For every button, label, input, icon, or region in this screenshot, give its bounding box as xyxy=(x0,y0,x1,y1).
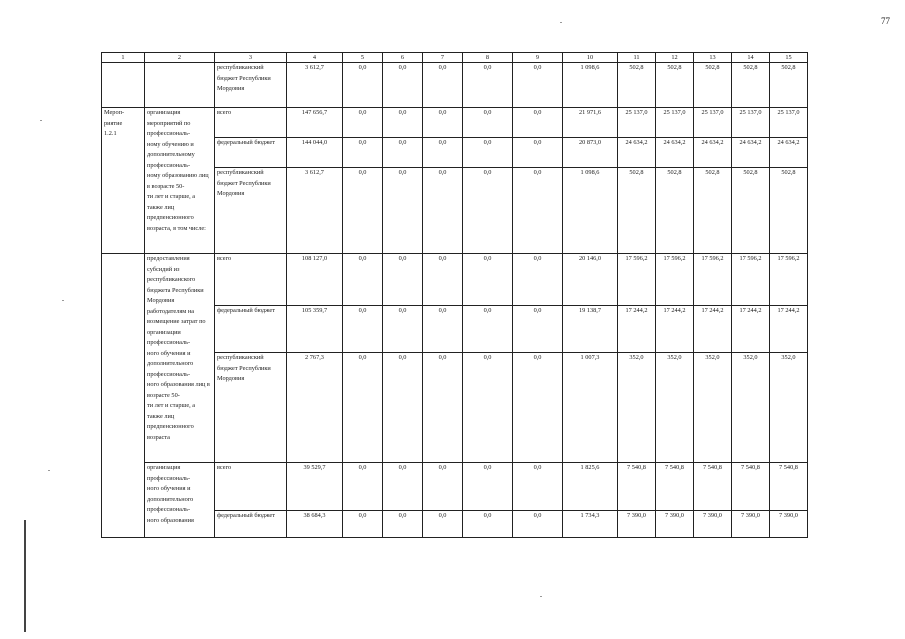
table-row xyxy=(102,108,808,138)
measure-code-cell xyxy=(102,254,145,538)
amount-cell: 0,0 xyxy=(513,254,563,306)
amount-cell: 502,8 xyxy=(770,63,808,108)
amount-cell: 21 971,6 xyxy=(563,108,618,138)
amount-cell: 0,0 xyxy=(383,353,423,463)
column-header: 13 xyxy=(694,53,732,63)
amount-cell: 17 244,2 xyxy=(656,306,694,353)
subsidy-title: предоставления субсидий из республиканского бюджета Республики Мордовия работодателям на возмещение затрат по организации профессиональ- ного обучения и дополнительного профессиональ- ного образования лиц в возрасте 50- ти лет и старше, а также лиц предпенсионного возраста xyxy=(145,254,215,463)
amount-cell: 0,0 xyxy=(383,168,423,254)
amount-cell: 0,0 xyxy=(463,63,513,108)
amount-cell: 0,0 xyxy=(463,511,513,538)
amount-cell: 24 634,2 xyxy=(770,138,808,168)
column-header: 5 xyxy=(343,53,383,63)
amount-cell: 0,0 xyxy=(343,254,383,306)
amount-cell: 502,8 xyxy=(694,168,732,254)
amount-cell: 0,0 xyxy=(343,353,383,463)
amount-cell: 0,0 xyxy=(513,353,563,463)
amount-cell: 0,0 xyxy=(423,306,463,353)
column-header: 9 xyxy=(513,53,563,63)
amount-cell: 25 137,0 xyxy=(732,108,770,138)
funding-source: всего xyxy=(215,108,287,138)
amount-cell: 147 656,7 xyxy=(287,108,343,138)
amount-cell: 3 612,7 xyxy=(287,63,343,108)
amount-cell: 7 540,8 xyxy=(770,463,808,511)
amount-cell: 20 873,0 xyxy=(563,138,618,168)
amount-cell: 25 137,0 xyxy=(656,108,694,138)
amount-cell: 0,0 xyxy=(343,168,383,254)
amount-cell: 502,8 xyxy=(732,63,770,108)
amount-cell: 0,0 xyxy=(383,306,423,353)
column-header: 8 xyxy=(463,53,513,63)
column-header: 6 xyxy=(383,53,423,63)
amount-cell: 25 137,0 xyxy=(694,108,732,138)
amount-cell: 502,8 xyxy=(656,63,694,108)
column-header: 11 xyxy=(618,53,656,63)
amount-cell: 0,0 xyxy=(343,463,383,511)
column-header: 7 xyxy=(423,53,463,63)
amount-cell: 0,0 xyxy=(513,306,563,353)
amount-cell: 0,0 xyxy=(343,511,383,538)
amount-cell: 0,0 xyxy=(423,463,463,511)
amount-cell: 0,0 xyxy=(383,108,423,138)
measure-code-cell xyxy=(102,63,145,108)
amount-cell: 2 767,3 xyxy=(287,353,343,463)
amount-cell: 0,0 xyxy=(343,108,383,138)
training-title: организация профессиональ- ного обучения и дополнительного профессиональ- ного образования xyxy=(145,463,215,538)
amount-cell: 7 390,0 xyxy=(694,511,732,538)
funding-source: республиканский бюджет Республики Мордовия xyxy=(215,168,287,254)
budget-table xyxy=(101,52,808,538)
column-header: 14 xyxy=(732,53,770,63)
amount-cell: 502,8 xyxy=(618,63,656,108)
page-number: 77 xyxy=(881,16,890,26)
amount-cell: 0,0 xyxy=(513,511,563,538)
amount-cell: 25 137,0 xyxy=(770,108,808,138)
amount-cell: 38 684,3 xyxy=(287,511,343,538)
amount-cell: 0,0 xyxy=(343,138,383,168)
table-header-row xyxy=(102,53,808,63)
amount-cell: 19 138,7 xyxy=(563,306,618,353)
funding-source: федеральный бюджет xyxy=(215,511,287,538)
column-header: 15 xyxy=(770,53,808,63)
scan-speck xyxy=(560,22,562,23)
amount-cell: 502,8 xyxy=(732,168,770,254)
amount-cell: 39 529,7 xyxy=(287,463,343,511)
funding-source: республиканский бюджет Республики Мордовия xyxy=(215,63,287,108)
amount-cell: 0,0 xyxy=(383,254,423,306)
amount-cell: 0,0 xyxy=(513,463,563,511)
amount-cell: 24 634,2 xyxy=(656,138,694,168)
amount-cell: 7 390,0 xyxy=(618,511,656,538)
amount-cell: 0,0 xyxy=(513,63,563,108)
amount-cell: 0,0 xyxy=(463,353,513,463)
scan-speck xyxy=(40,120,42,121)
amount-cell: 7 540,8 xyxy=(656,463,694,511)
amount-cell: 0,0 xyxy=(423,108,463,138)
amount-cell: 1 825,6 xyxy=(563,463,618,511)
amount-cell: 0,0 xyxy=(343,63,383,108)
amount-cell: 24 634,2 xyxy=(694,138,732,168)
amount-cell: 1 098,6 xyxy=(563,168,618,254)
amount-cell: 0,0 xyxy=(463,306,513,353)
amount-cell: 0,0 xyxy=(423,168,463,254)
amount-cell: 502,8 xyxy=(694,63,732,108)
scan-speck xyxy=(540,596,542,597)
amount-cell: 0,0 xyxy=(383,63,423,108)
amount-cell: 352,0 xyxy=(732,353,770,463)
amount-cell: 352,0 xyxy=(770,353,808,463)
amount-cell: 105 359,7 xyxy=(287,306,343,353)
amount-cell: 7 390,0 xyxy=(656,511,694,538)
amount-cell: 0,0 xyxy=(383,138,423,168)
amount-cell: 20 146,0 xyxy=(563,254,618,306)
amount-cell: 352,0 xyxy=(656,353,694,463)
amount-cell: 24 634,2 xyxy=(732,138,770,168)
amount-cell: 0,0 xyxy=(423,511,463,538)
amount-cell: 0,0 xyxy=(463,254,513,306)
amount-cell: 352,0 xyxy=(618,353,656,463)
funding-source: всего xyxy=(215,254,287,306)
amount-cell: 17 596,2 xyxy=(618,254,656,306)
column-header: 3 xyxy=(215,53,287,63)
measure-code: Мероп- риятие 1.2.1 xyxy=(102,108,145,254)
table-row xyxy=(102,463,808,511)
amount-cell: 7 540,8 xyxy=(732,463,770,511)
amount-cell: 17 244,2 xyxy=(770,306,808,353)
amount-cell: 0,0 xyxy=(383,463,423,511)
margin-rule xyxy=(24,520,26,632)
column-header: 12 xyxy=(656,53,694,63)
amount-cell: 352,0 xyxy=(694,353,732,463)
column-header: 2 xyxy=(145,53,215,63)
amount-cell: 0,0 xyxy=(423,254,463,306)
table-row xyxy=(102,63,808,108)
amount-cell: 502,8 xyxy=(618,168,656,254)
amount-cell: 7 390,0 xyxy=(770,511,808,538)
table-row xyxy=(102,254,808,306)
amount-cell: 17 596,2 xyxy=(770,254,808,306)
scan-speck xyxy=(48,470,50,471)
amount-cell: 1 007,3 xyxy=(563,353,618,463)
amount-cell: 0,0 xyxy=(343,306,383,353)
amount-cell: 0,0 xyxy=(513,168,563,254)
measure-title: организация мероприятий по профессиональ- ному обучению и дополнительному профессиональ- ному образованию лиц в возрасте 50- ти лет и старше, а также лиц предпенсионного возраста, в том числе: xyxy=(145,108,215,254)
amount-cell: 0,0 xyxy=(463,108,513,138)
amount-cell: 3 612,7 xyxy=(287,168,343,254)
amount-cell: 0,0 xyxy=(513,108,563,138)
amount-cell: 502,8 xyxy=(656,168,694,254)
scan-speck xyxy=(62,300,64,301)
column-header: 4 xyxy=(287,53,343,63)
amount-cell: 144 044,0 xyxy=(287,138,343,168)
amount-cell: 0,0 xyxy=(513,138,563,168)
funding-source: всего xyxy=(215,463,287,511)
amount-cell: 17 244,2 xyxy=(618,306,656,353)
amount-cell: 0,0 xyxy=(423,138,463,168)
amount-cell: 0,0 xyxy=(423,63,463,108)
funding-source: федеральный бюджет xyxy=(215,306,287,353)
amount-cell: 0,0 xyxy=(423,353,463,463)
amount-cell: 17 596,2 xyxy=(656,254,694,306)
amount-cell: 25 137,0 xyxy=(618,108,656,138)
column-header: 1 xyxy=(102,53,145,63)
amount-cell: 17 596,2 xyxy=(732,254,770,306)
amount-cell: 1 734,3 xyxy=(563,511,618,538)
amount-cell: 0,0 xyxy=(463,138,513,168)
funding-source: федеральный бюджет xyxy=(215,138,287,168)
amount-cell: 7 390,0 xyxy=(732,511,770,538)
amount-cell: 17 244,2 xyxy=(732,306,770,353)
amount-cell: 0,0 xyxy=(463,463,513,511)
amount-cell: 0,0 xyxy=(383,511,423,538)
amount-cell: 17 244,2 xyxy=(694,306,732,353)
column-header: 10 xyxy=(563,53,618,63)
funding-source: республиканский бюджет Республики Мордовия xyxy=(215,353,287,463)
amount-cell: 17 596,2 xyxy=(694,254,732,306)
amount-cell: 0,0 xyxy=(463,168,513,254)
measure-title-cell xyxy=(145,63,215,108)
amount-cell: 7 540,8 xyxy=(618,463,656,511)
amount-cell: 502,8 xyxy=(770,168,808,254)
amount-cell: 7 540,8 xyxy=(694,463,732,511)
amount-cell: 24 634,2 xyxy=(618,138,656,168)
amount-cell: 108 127,0 xyxy=(287,254,343,306)
amount-cell: 1 098,6 xyxy=(563,63,618,108)
